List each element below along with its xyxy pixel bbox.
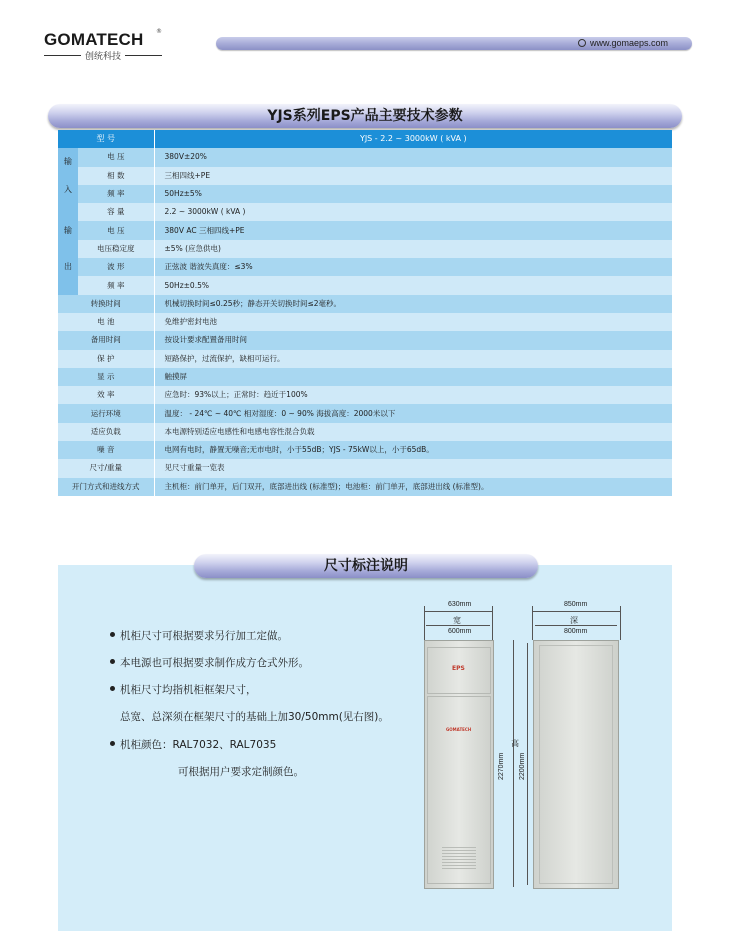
dim-line — [532, 606, 533, 640]
spec-value: 电网有电时，静置无噪音;无市电时，小于55dB；YJS - 75kW以上，小于65dB。 — [154, 441, 672, 459]
note-item — [110, 737, 276, 752]
spec-row — [58, 441, 672, 459]
registered-mark: ® — [156, 28, 162, 35]
spec-row — [58, 350, 672, 368]
spacer — [58, 167, 78, 185]
spec-row — [58, 331, 672, 349]
spec-label: 保 护 — [58, 350, 154, 368]
spec-label: 适应负载 — [58, 423, 154, 441]
website-url-text: www.gomaeps.com — [589, 38, 668, 48]
logo-wordmark: GOMATECH — [44, 30, 144, 49]
spec-row — [58, 221, 672, 239]
logo-rule-right — [125, 55, 162, 56]
spec-value: 380V AC 三相四线+PE — [154, 221, 672, 239]
front-main-door — [427, 696, 491, 884]
spec-label: 备用时间 — [58, 331, 154, 349]
spec-table — [58, 130, 672, 496]
dim-line — [424, 611, 492, 612]
globe-icon — [578, 39, 586, 47]
spec-row — [58, 459, 672, 477]
dimension-title: 尺寸标注说明 — [194, 554, 538, 578]
spec-value: 2.2 ~ 3000kW ( kVA ) — [154, 203, 672, 221]
group-char: 入 — [64, 184, 72, 194]
spec-label: 效 率 — [58, 386, 154, 404]
spacer — [58, 236, 78, 262]
dim-line — [492, 606, 493, 640]
front-frame-width: 600mm — [448, 628, 472, 635]
frame-height: 2200mm — [519, 752, 526, 780]
spec-row — [58, 295, 672, 313]
spec-label: 相 数 — [78, 167, 154, 185]
spec-row — [58, 386, 672, 404]
group-char: 出 — [64, 261, 72, 271]
spec-value: 见尺寸重量一览表 — [154, 459, 672, 477]
model-value: YJS - 2.2 ~ 3000kW ( kVA ) — [154, 130, 672, 148]
dim-line — [424, 606, 425, 640]
side-cabinet — [533, 640, 619, 889]
model-label: 型 号 — [58, 130, 154, 148]
spec-value: 50Hz±0.5% — [154, 276, 672, 294]
spec-label: 转换时间 — [58, 295, 154, 313]
note-text: 机柜颜色：RAL7032、RAL7035 — [120, 739, 277, 751]
spec-label: 波 形 — [78, 258, 154, 276]
spec-row — [58, 423, 672, 441]
website-url[interactable] — [578, 37, 668, 50]
side-frame-depth: 800mm — [564, 628, 588, 635]
spec-row — [58, 313, 672, 331]
side-panel — [539, 645, 613, 884]
note-item — [120, 709, 389, 724]
spec-row — [58, 478, 672, 496]
eps-badge: EPS — [452, 665, 465, 672]
spec-value: 50Hz±5% — [154, 185, 672, 203]
bullet-icon — [110, 632, 115, 637]
spec-label: 电 池 — [58, 313, 154, 331]
spec-row — [58, 240, 672, 258]
note-item — [110, 655, 309, 670]
spec-label: 电 压 — [78, 221, 154, 239]
spec-label: 开门方式和进线方式 — [58, 478, 154, 496]
note-text: 机柜尺寸可根据要求另行加工定做。 — [120, 630, 288, 642]
input-group-label — [58, 148, 78, 203]
width-label: 宽 — [453, 616, 461, 625]
spec-row — [58, 276, 672, 294]
group-char: 输 — [64, 225, 72, 235]
spec-label: 电压稳定度 — [78, 240, 154, 258]
note-text: 本电源也可根据要求制作成方仓式外形。 — [120, 657, 309, 669]
bullet-icon — [110, 659, 115, 664]
group-char: 输 — [64, 156, 72, 166]
spec-value: 380V±20% — [154, 148, 672, 166]
note-item — [110, 628, 288, 643]
spec-value: 正弦波 谐波失真度：≤3% — [154, 258, 672, 276]
front-top-door — [427, 647, 491, 694]
header-bar — [216, 37, 692, 50]
spec-row — [58, 368, 672, 386]
total-height: 2270mm — [498, 752, 505, 780]
height-label: 高 — [511, 739, 519, 748]
spec-value: 免维护密封电池 — [154, 313, 672, 331]
spec-header-row — [58, 130, 672, 148]
spec-row — [58, 258, 672, 276]
spec-row — [58, 203, 672, 221]
spec-label: 容 量 — [78, 203, 154, 221]
depth-label: 深 — [570, 616, 578, 625]
logo-subtitle — [44, 49, 162, 62]
spec-label: 噪 音 — [58, 441, 154, 459]
brand-plate: GOMATECH — [446, 727, 472, 732]
note-text: 机柜尺寸均指机柜框架尺寸， — [120, 684, 257, 696]
dim-line — [532, 611, 620, 612]
dim-line — [620, 606, 621, 640]
dim-line — [535, 625, 617, 626]
spec-label: 频 率 — [78, 185, 154, 203]
side-total-depth: 850mm — [564, 601, 588, 608]
spec-row — [58, 167, 672, 185]
spec-value: 本电源特别适应电感性和电感电容性混合负载 — [154, 423, 672, 441]
dim-line — [426, 625, 490, 626]
front-total-width: 630mm — [448, 601, 472, 608]
spec-value: 主机柜：前门单开，后门双开，底部进出线 (标准型)；电池柜：前门单开，底部进出线 (标准型)。 — [154, 478, 672, 496]
spec-label: 电 压 — [78, 148, 154, 166]
spec-value: 机械切换时间≤0.25秒；静态开关切换时间≤2毫秒。 — [154, 295, 672, 313]
logo-subtitle-text: 创统科技 — [85, 52, 122, 62]
dim-line — [527, 643, 528, 885]
spec-value: 三相四线+PE — [154, 167, 672, 185]
spec-value: 按设计要求配置备用时间 — [154, 331, 672, 349]
spec-value: 触摸屏 — [154, 368, 672, 386]
note-item — [110, 682, 257, 697]
vent-grille — [442, 847, 476, 869]
spec-label: 尺寸/重量 — [58, 459, 154, 477]
spec-row — [58, 185, 672, 203]
spec-row — [58, 148, 672, 166]
spec-label: 显 示 — [58, 368, 154, 386]
front-cabinet — [424, 640, 494, 889]
bullet-icon — [110, 686, 115, 691]
note-text: 总宽、总深须在框架尺寸的基础上加30/50mm(见右图)。 — [120, 711, 389, 723]
spec-label: 频 率 — [78, 276, 154, 294]
bullet-icon — [110, 741, 115, 746]
spec-title: YJS系列EPS产品主要技术参数 — [48, 104, 682, 128]
spec-value: 温度： - 24℃ ~ 40℃ 相对湿度：0 ~ 90% 海拔高度：2000米以下 — [154, 404, 672, 422]
company-logo — [44, 30, 162, 62]
spec-value: 应急时：93%以上；正常时：趋近于100% — [154, 386, 672, 404]
logo-rule-left — [44, 55, 81, 56]
dim-line — [513, 640, 514, 887]
spec-label: 运行环境 — [58, 404, 154, 422]
note-item — [178, 764, 304, 779]
spec-value: 短路保护，过流保护，缺相可运行。 — [154, 350, 672, 368]
output-group-label — [58, 203, 78, 294]
spec-row — [58, 404, 672, 422]
spec-value: ±5% (应急供电) — [154, 240, 672, 258]
note-text: 可根据用户要求定制颜色。 — [178, 766, 304, 778]
